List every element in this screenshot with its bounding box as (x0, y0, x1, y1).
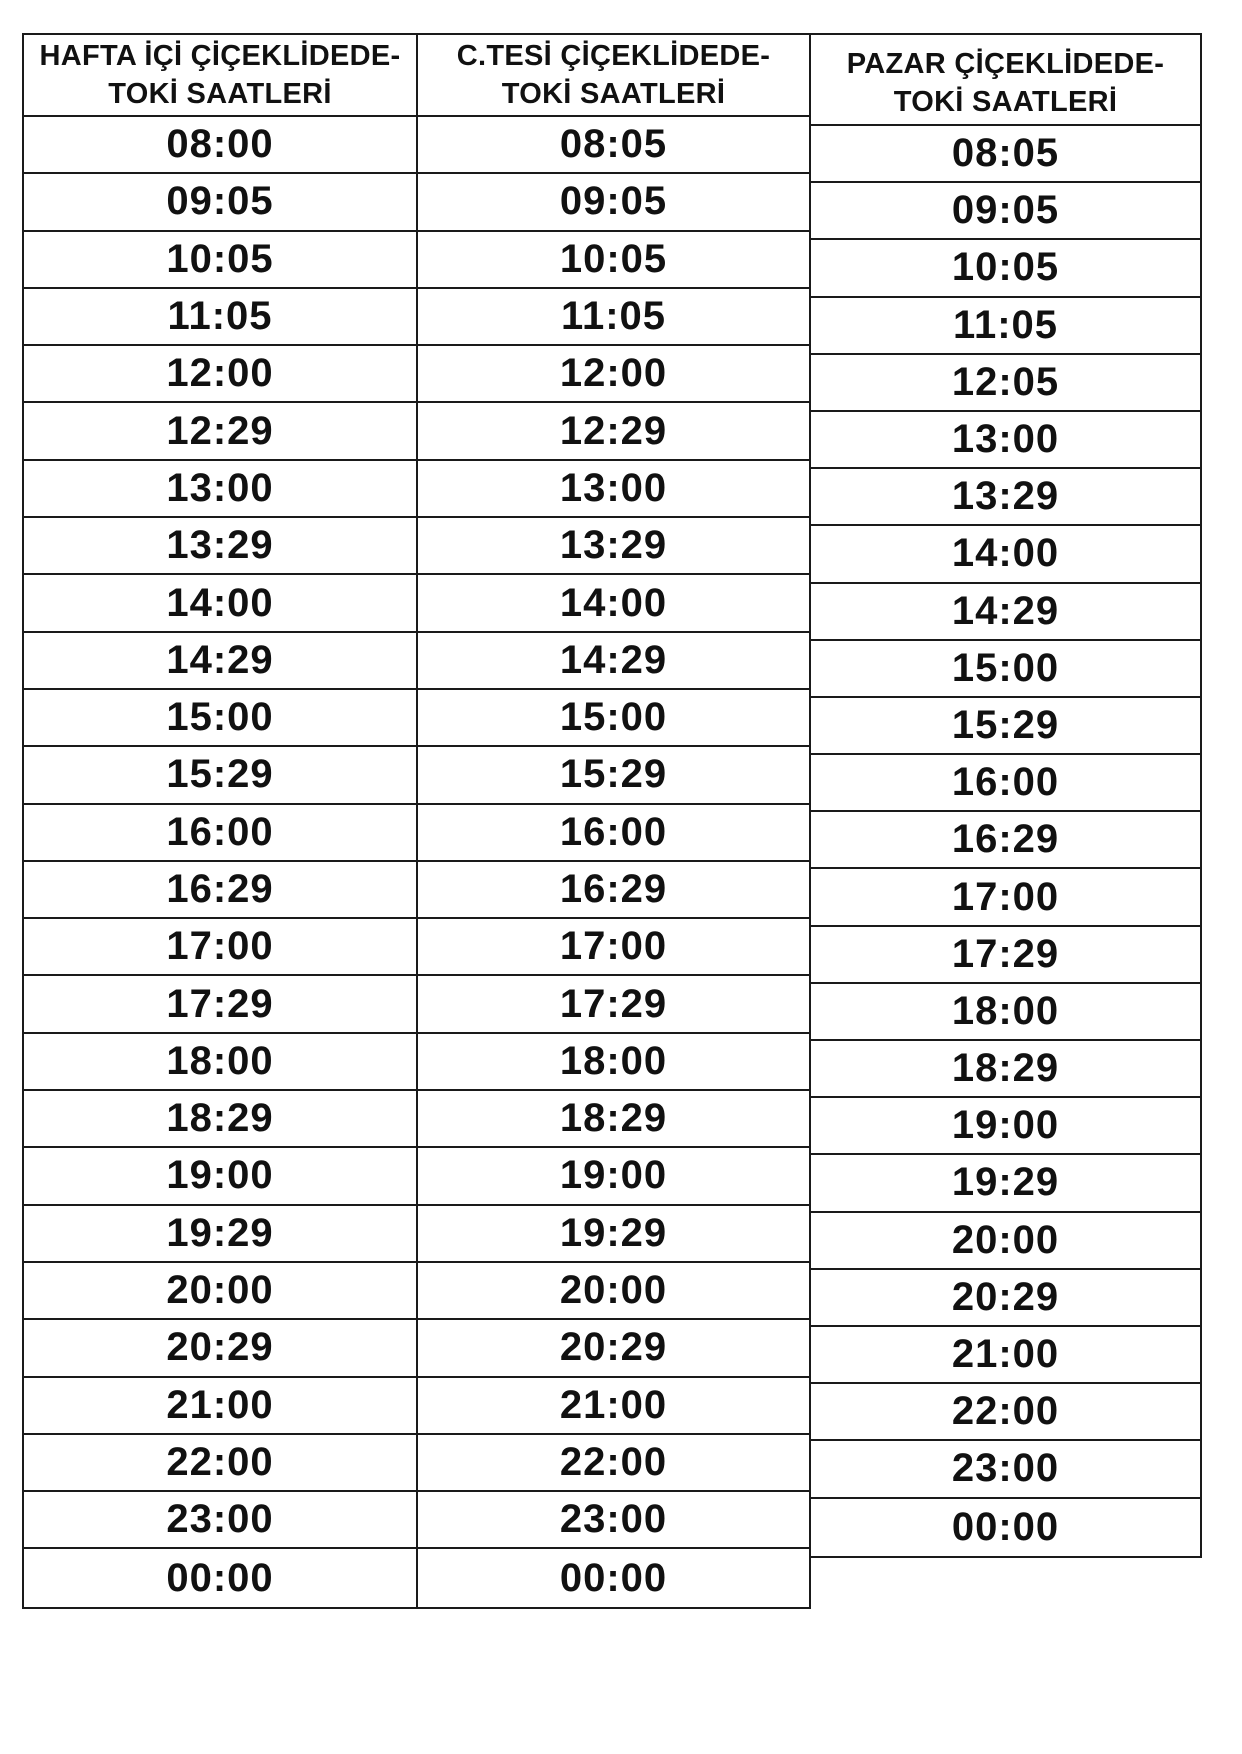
time-cell: 18:00 (418, 1034, 809, 1091)
time-cell: 00:00 (951, 1504, 1060, 1549)
time-cell: 18:00 (24, 1034, 416, 1091)
time-cell: 19:29 (811, 1155, 1200, 1212)
time-cell: 14:00 (811, 526, 1200, 583)
time-cell: 12:05 (811, 355, 1200, 412)
time-cell: 15:29 (418, 747, 809, 804)
weekday-header-line1: HAFTA İÇİ ÇİÇEKLİDEDE- (39, 40, 401, 72)
time-cell: 08:05 (418, 117, 809, 174)
time-cell: 22:00 (811, 1384, 1200, 1441)
time-cell: 16:29 (24, 862, 416, 919)
time-cell: 23:00 (418, 1492, 809, 1549)
time-cell: 09:05 (418, 174, 809, 231)
time-cell: 16:00 (418, 805, 809, 862)
time-cell: 13:00 (418, 461, 809, 518)
time-cell: 12:29 (418, 403, 809, 460)
weekday-header-line2: TOKİ SAATLERİ (108, 78, 332, 110)
time-cell: 13:29 (811, 469, 1200, 526)
saturday-header (418, 35, 809, 117)
time-cell: 17:00 (811, 869, 1200, 926)
time-cell: 20:00 (24, 1263, 416, 1320)
time-cell: 19:00 (811, 1098, 1200, 1155)
saturday-header-line2: TOKİ SAATLERİ (501, 78, 726, 110)
time-cell: 13:29 (418, 518, 809, 575)
time-cell: 20:29 (24, 1320, 416, 1377)
time-cell: 15:00 (24, 690, 416, 747)
sunday-header-line1: PAZAR ÇİÇEKLİDEDE- (846, 47, 1165, 80)
time-cell: 15:00 (811, 641, 1200, 698)
time-cell: 22:00 (418, 1435, 809, 1492)
time-cell: 20:00 (418, 1263, 809, 1320)
time-cell: 13:00 (24, 461, 416, 518)
time-cell: 10:05 (418, 232, 809, 289)
time-cell: 14:29 (24, 633, 416, 690)
time-cell: 14:00 (24, 575, 416, 632)
time-cell: 18:29 (24, 1091, 416, 1148)
time-cell: 16:00 (24, 805, 416, 862)
time-cell: 19:29 (418, 1206, 809, 1263)
time-cell: 12:29 (24, 403, 416, 460)
saturday-times (418, 117, 809, 1607)
time-cell: 18:00 (811, 984, 1200, 1041)
time-cell: 16:29 (418, 862, 809, 919)
sunday-times (811, 126, 1200, 1556)
time-cell: 22:00 (24, 1435, 416, 1492)
time-cell: 12:00 (24, 346, 416, 403)
sunday-schedule-column (809, 33, 1202, 1558)
time-cell: 09:05 (811, 183, 1200, 240)
weekday-header (24, 35, 416, 117)
time-cell: 17:00 (418, 919, 809, 976)
time-cell: 08:05 (811, 126, 1200, 183)
time-cell: 11:05 (418, 289, 809, 346)
time-cell: 14:00 (418, 575, 809, 632)
time-cell: 23:00 (24, 1492, 416, 1549)
time-cell: 08:00 (24, 117, 416, 174)
time-cell: 10:05 (24, 232, 416, 289)
time-cell: 21:00 (24, 1378, 416, 1435)
time-cell: 16:00 (811, 755, 1200, 812)
time-cell: 13:29 (24, 518, 416, 575)
time-cell: 14:29 (811, 584, 1200, 641)
time-cell: 20:29 (418, 1320, 809, 1377)
time-cell: 12:00 (418, 346, 809, 403)
time-cell: 11:05 (811, 298, 1200, 355)
time-cell: 19:00 (418, 1148, 809, 1205)
time-cell: 18:29 (418, 1091, 809, 1148)
time-cell: 17:29 (811, 927, 1200, 984)
time-cell: 20:29 (811, 1270, 1200, 1327)
sunday-header (811, 35, 1200, 126)
sunday-header-line2: TOKİ SAATLERİ (893, 85, 1118, 118)
time-cell: 17:29 (24, 976, 416, 1033)
saturday-schedule-column (416, 33, 811, 1609)
time-cell: 00:00 (559, 1555, 668, 1600)
time-cell: 11:05 (24, 289, 416, 346)
weekday-schedule-column (22, 33, 418, 1609)
saturday-header-line1: C.TESİ ÇİÇEKLİDEDE- (456, 40, 771, 72)
time-cell: 17:00 (24, 919, 416, 976)
time-cell: 14:29 (418, 633, 809, 690)
time-cell: 19:00 (24, 1148, 416, 1205)
time-cell: 15:00 (418, 690, 809, 747)
time-cell: 10:05 (811, 240, 1200, 297)
time-cell: 15:29 (24, 747, 416, 804)
time-cell: 21:00 (811, 1327, 1200, 1384)
time-cell: 15:29 (811, 698, 1200, 755)
time-cell: 00:00 (166, 1555, 274, 1600)
time-cell: 20:00 (811, 1213, 1200, 1270)
time-cell: 13:00 (811, 412, 1200, 469)
time-cell: 16:29 (811, 812, 1200, 869)
time-cell: 23:00 (811, 1441, 1200, 1498)
time-cell: 19:29 (24, 1206, 416, 1263)
time-cell: 17:29 (418, 976, 809, 1033)
weekday-times (24, 117, 416, 1607)
time-cell: 21:00 (418, 1378, 809, 1435)
time-cell: 18:29 (811, 1041, 1200, 1098)
time-cell: 09:05 (24, 174, 416, 231)
